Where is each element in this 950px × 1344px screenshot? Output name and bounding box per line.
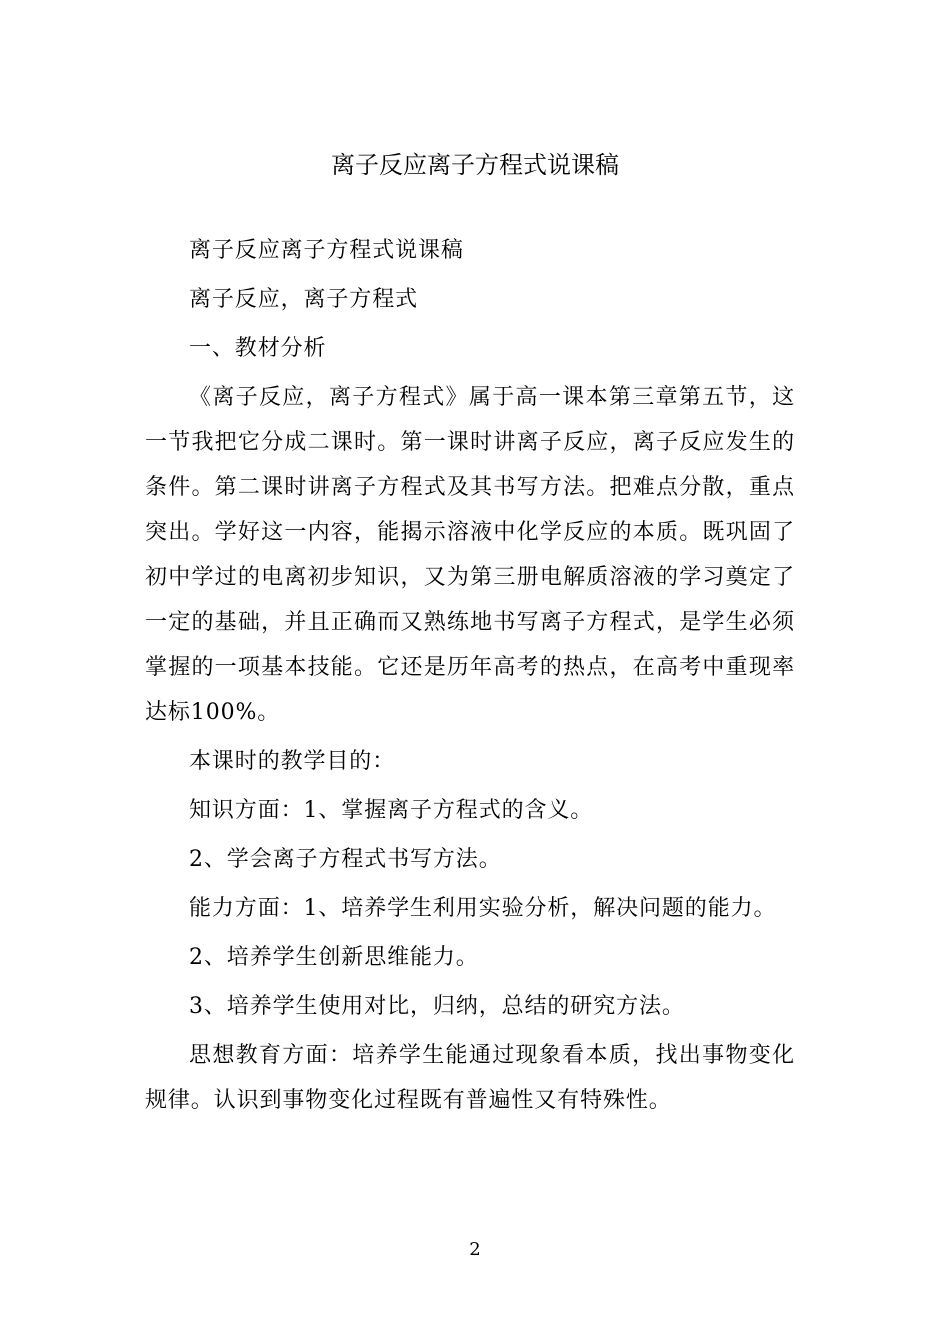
paragraph-textbook-analysis: 《离子反应，离子方程式》属于高一课本第三章第五节，这一节我把它分成二课时。第一课时讲离子反应，离子反应发生的条件。第二课时讲离子方程式及其书写方法。把难点分散，重点突出。学好这一内容，能揭示溶液中化学反应的本质。既巩固了初中学过的电离初步知识，又为第三册电解质溶液的学习奠定了一定的基础，并且正确而又熟练地书写离子方程式，是学生必须掌握的一项基本技能。它还是历年高考的热点，在高考中重现率达标100%。: [145, 385, 795, 725]
paragraph-ability-goal-1: 能力方面：1、培养学生利用实验分析，解决问题的能力。: [189, 896, 777, 921]
paragraph-ability-goal-3: 3、培养学生使用对比，归纳，总结的研究方法。: [189, 994, 685, 1019]
paragraph-teaching-goals: 本课时的教学目的：: [189, 749, 396, 774]
section-heading-textbook-analysis: 一、教材分析: [189, 336, 327, 361]
paragraph-subtitle: 离子反应离子方程式说课稿: [189, 238, 464, 263]
document-title: 离子反应离子方程式说课稿: [331, 151, 619, 179]
paragraph-ideological-goal: 思想教育方面：培养学生能通过现象看本质，找出事物变化规律。认识到事物变化过程既有普遍性又有特殊性。: [145, 1043, 795, 1113]
paragraph-knowledge-goal-2: 2、学会离子方程式书写方法。: [189, 847, 502, 872]
page-number: 2: [469, 1239, 481, 1260]
paragraph-topic: 离子反应，离子方程式: [189, 287, 419, 312]
document-body: [145, 228, 795, 1127]
paragraph-ability-goal-2: 2、培养学生创新思维能力。: [189, 945, 479, 970]
paragraph-knowledge-goal-1: 知识方面：1、掌握离子方程式的含义。: [189, 798, 594, 823]
